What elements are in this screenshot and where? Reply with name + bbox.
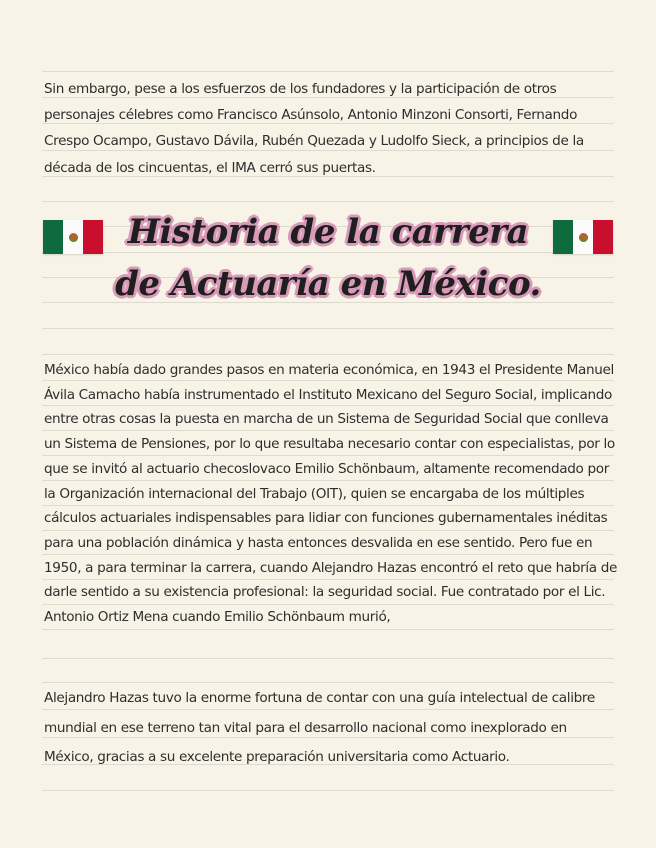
closing-paragraph: Alejandro Hazas tuvo la enorme fortuna de contar con una guía intelectual de calibre mundial en ese terreno tan vital para el desarrollo nacional como inexplorado en México, gracias a su excelente preparación universitaria como Actuario. [44,690,595,765]
intro-paragraph: Sin embargo, pese a los esfuerzos de los fundadores y la participación de otros personajes célebres como Francisco Asúnsolo, Antonio Minzoni Consorti, Fernando Crespo Ocampo, Gustavo Dávila, Rubén Quezada y Ludolfo Sieck, a principios de la década de los cincuentas, el IMA cerró sus puertas. [44,81,584,176]
ruled-line [42,71,614,72]
eagle-emblem-icon [69,233,78,242]
ruled-line [42,658,614,659]
ruled-line [42,790,614,791]
ruled-line [42,328,614,329]
mexico-flag-icon [553,220,613,254]
page-title-line-2: de Actuaría en México. [115,264,541,304]
ruled-line [42,354,614,355]
page-title-line-1: Historia de la carrera [127,212,529,252]
ruled-line [42,682,614,683]
eagle-emblem-icon [579,233,588,242]
ruled-line [42,201,614,202]
mexico-flag-icon [43,220,103,254]
page-title [105,206,551,310]
history-paragraph: México había dado grandes pasos en materia económica, en 1943 el Presidente Manuel Ávila Camacho había instrumentado el Instituto Mexicano del Seguro Social, implicando entre otras cosas la puesta en marcha de un Sistema de Seguridad Social que conlleva un Sistema de Pensiones, por lo que resultaba necesario contar con especialistas, por lo que se invitó al actuario checoslovaco Emilio Schönbaum, altamente recomendado por la Organización internacional del Trabajo (OIT), quien se encargaba de los múltiples cálculos actuariales indispensables para lidiar con funciones gubernamentales inéditas para una población dinámica y hasta entonces desvalida en ese sentido. Pero fue en 1950, a para terminar la carrera, cuando Alejandro Hazas encontró el reto que habría de darle sentido a su existencia profesional: la seguridad social. Fue contratado por el Lic. Antonio Ortiz Mena cuando Emilio Schönbaum murió, [44,362,618,626]
